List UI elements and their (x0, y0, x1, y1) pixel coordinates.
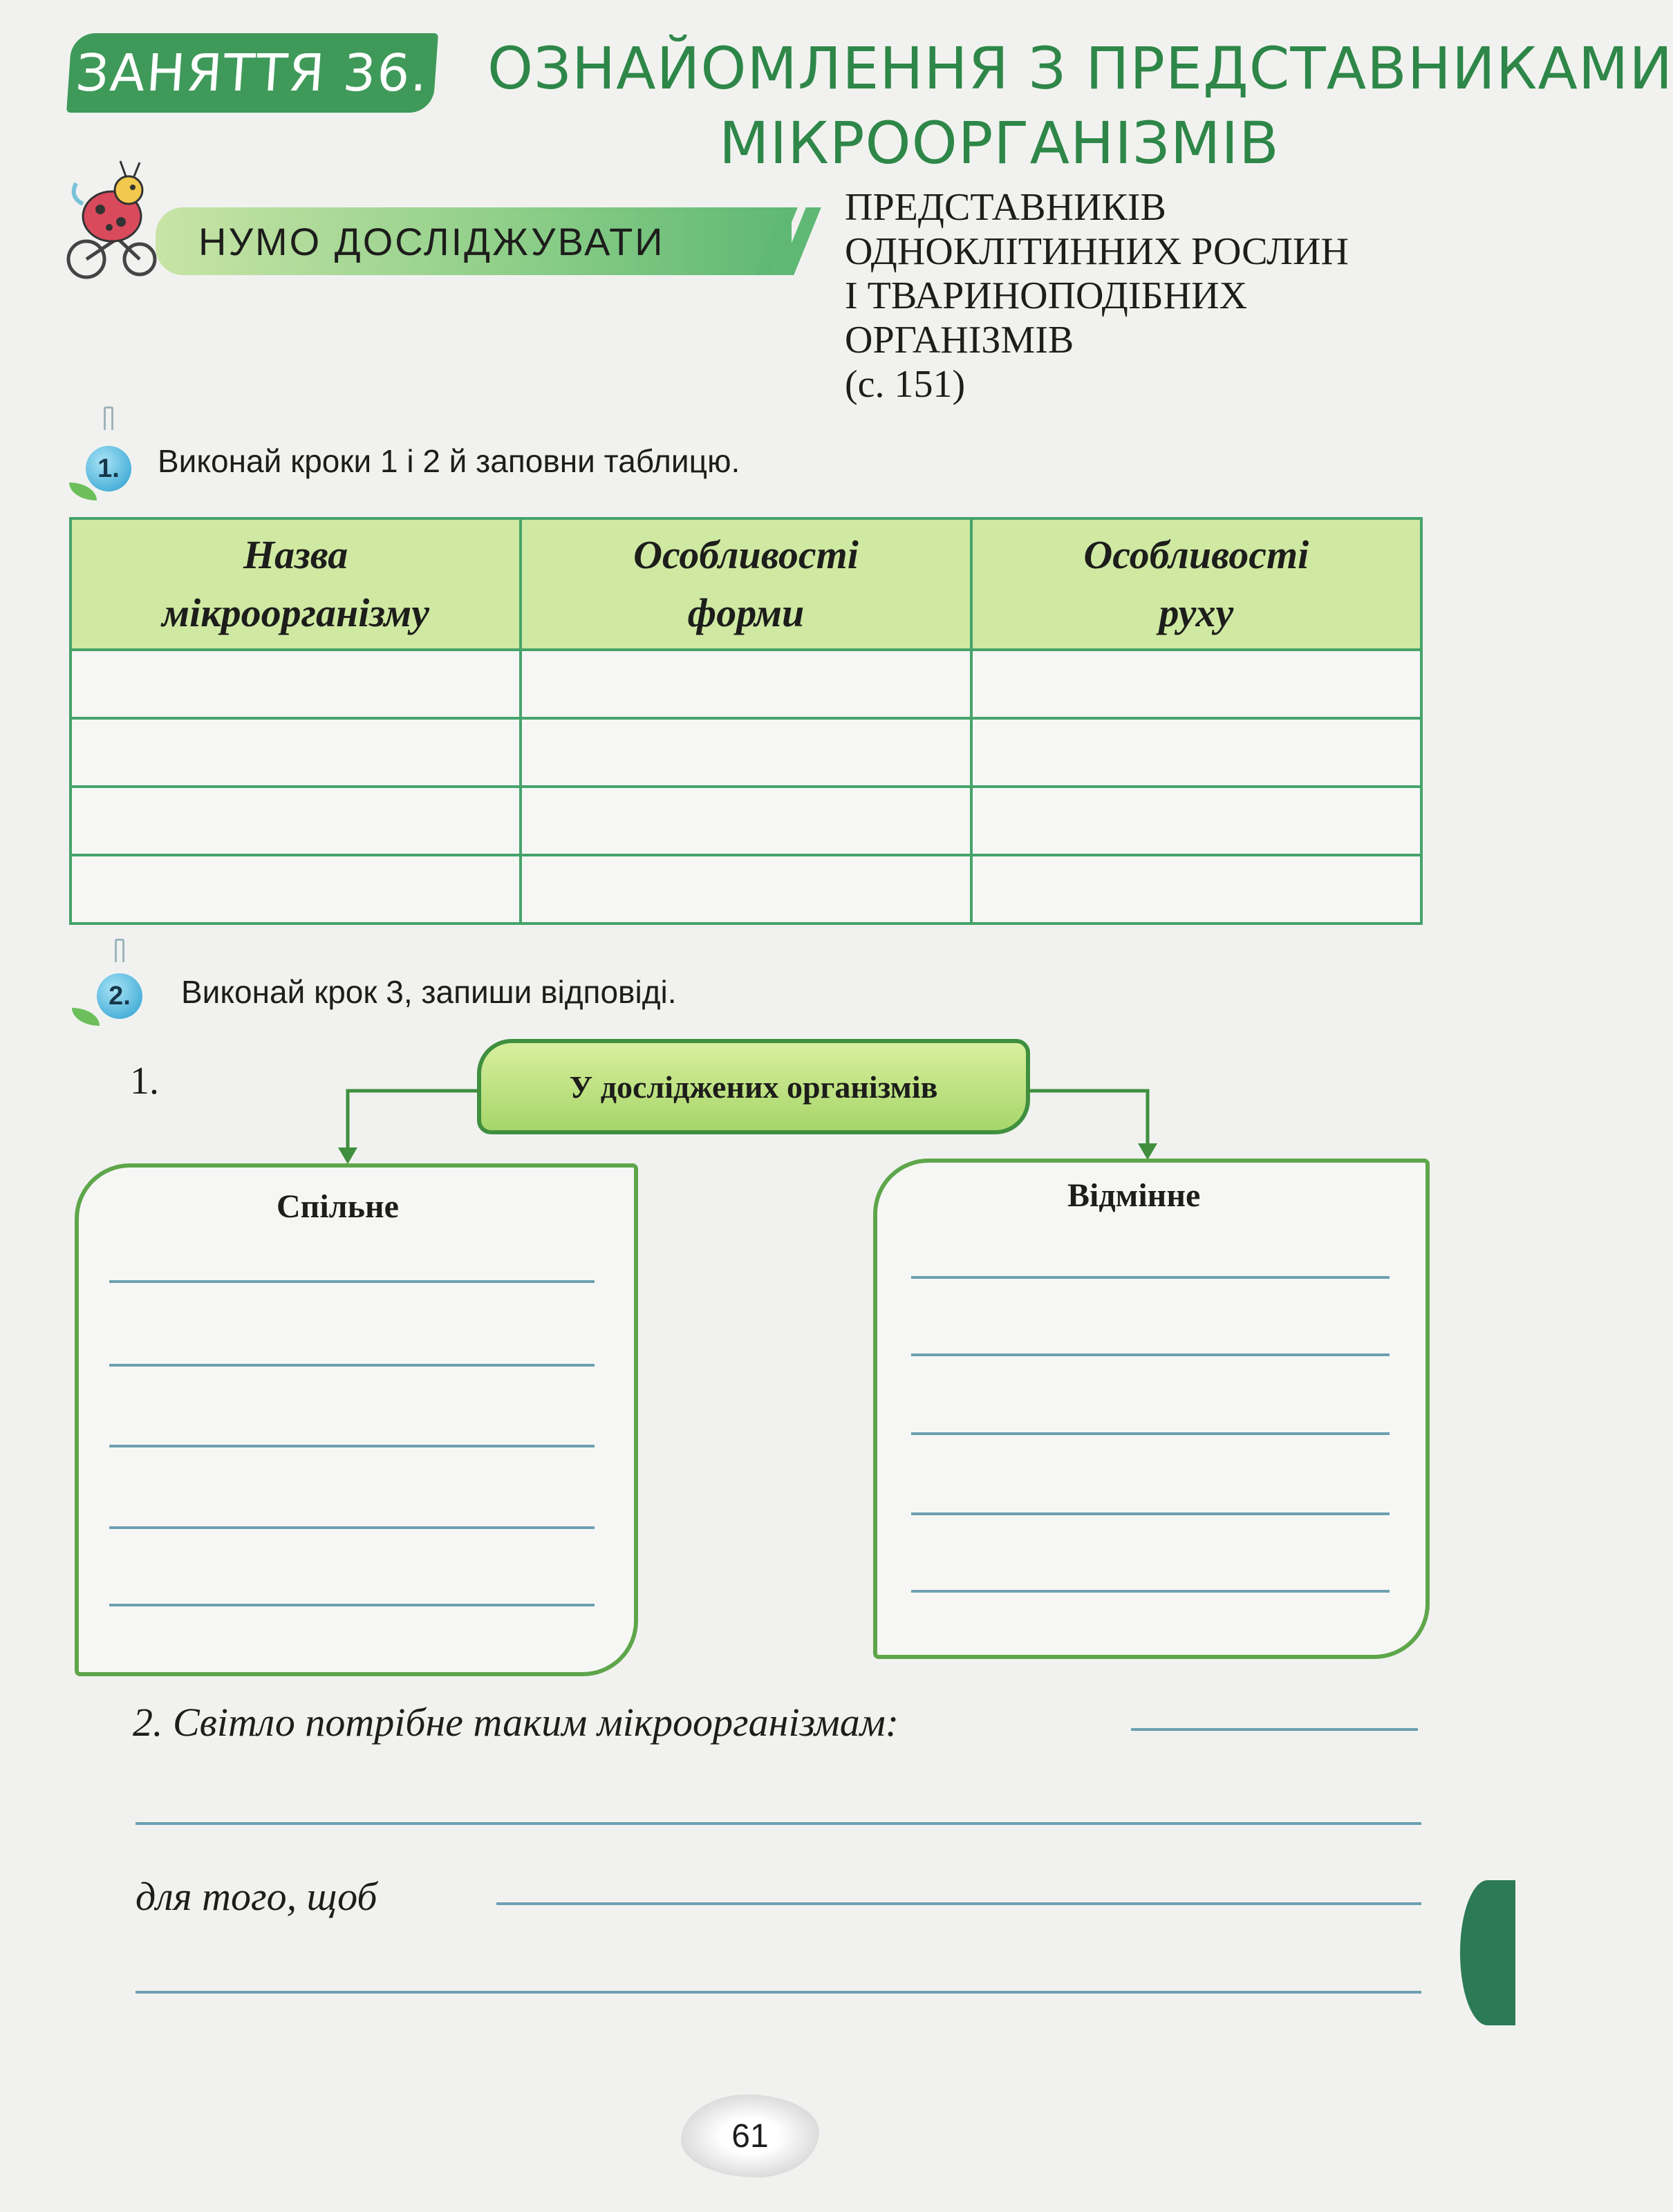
table-cell[interactable] (71, 855, 521, 924)
flask-icon (104, 406, 113, 430)
leaf-icon (72, 1008, 100, 1026)
task-number-badge (86, 446, 131, 491)
writing-line[interactable] (109, 1526, 595, 1529)
differences-title: Відмінне (1067, 1177, 1201, 1214)
ladybug-cyclist-icon (62, 156, 159, 283)
task1-instruction: Виконай кроки 1 і 2 й заповни таблицю. (158, 443, 740, 479)
section-reference: ПРЕДСТАВНИКІВ ОДНОКЛІТИННИХ РОСЛИН І ТВАРИНОПОДІБНИХ ОРГАНІЗМІВ (с. 151) (845, 186, 1349, 406)
column-header-shape: Особливості форми (521, 518, 971, 650)
table-cell[interactable] (71, 787, 521, 855)
lesson-title-line1: ОЗНАЙОМЛЕННЯ З ПРЕДСТАВНИКАМИ (487, 35, 1673, 102)
table-cell[interactable] (971, 855, 1421, 924)
writing-line[interactable] (911, 1276, 1390, 1279)
task2-instruction: Виконай крок 3, запиши відповіді. (181, 974, 677, 1010)
table-row (71, 718, 1421, 787)
lesson-label: ЗАНЯТТЯ 36. (73, 43, 431, 103)
task-number-badge (97, 973, 142, 1019)
flask-icon (115, 939, 124, 962)
writing-line[interactable] (911, 1432, 1390, 1435)
common-features-title: Спільне (277, 1188, 399, 1225)
table-row (71, 855, 1421, 924)
table-row (71, 650, 1421, 718)
question-2-text: 2. Світло потрібне таким мікроорганізмам: (133, 1700, 899, 1745)
table-row (71, 787, 1421, 855)
writing-line[interactable] (135, 1991, 1421, 1994)
differences-box[interactable] (873, 1159, 1430, 1659)
page-number: 61 (731, 2117, 769, 2155)
writing-line[interactable] (496, 1902, 1421, 1905)
lesson-badge (66, 33, 438, 113)
diagram-center-box (477, 1039, 1030, 1134)
table-cell[interactable] (521, 787, 971, 855)
table-cell[interactable] (971, 650, 1421, 718)
table-cell[interactable] (971, 787, 1421, 855)
writing-line[interactable] (911, 1590, 1390, 1593)
writing-line[interactable] (911, 1353, 1390, 1356)
writing-line[interactable] (109, 1364, 595, 1367)
observation-table (69, 517, 1423, 925)
writing-line[interactable] (109, 1604, 595, 1606)
column-header-movement: Особливості руху (971, 518, 1421, 650)
section-banner-label: НУМО ДОСЛІДЖУВАТИ (198, 219, 665, 263)
page-number-badge (681, 2094, 819, 2177)
writing-line[interactable] (135, 1822, 1421, 1825)
section-banner (156, 207, 792, 275)
task2-number: 2. (109, 981, 131, 1011)
writing-line[interactable] (109, 1280, 595, 1283)
lesson-title-line2: МІКРООРГАНІЗМІВ (719, 109, 1280, 177)
table-header-row (71, 518, 1421, 650)
table-cell[interactable] (521, 855, 971, 924)
task1-number: 1. (97, 453, 120, 483)
writing-line[interactable] (1131, 1728, 1418, 1731)
table-cell[interactable] (971, 718, 1421, 787)
table-cell[interactable] (71, 718, 521, 787)
writing-line[interactable] (911, 1512, 1390, 1515)
corner-leaf-icon (1460, 1880, 1515, 2025)
table-cell[interactable] (71, 650, 521, 718)
table-cell[interactable] (521, 650, 971, 718)
common-features-box[interactable] (75, 1163, 638, 1676)
writing-line[interactable] (109, 1445, 595, 1447)
question-2-continuation: для того, щоб (135, 1874, 377, 1919)
item-1-label: 1. (130, 1060, 159, 1103)
column-header-name: Назва мікроорганізму (71, 518, 521, 650)
table-cell[interactable] (521, 718, 971, 787)
diagram-center-label: У досліджених організмів (569, 1069, 938, 1105)
